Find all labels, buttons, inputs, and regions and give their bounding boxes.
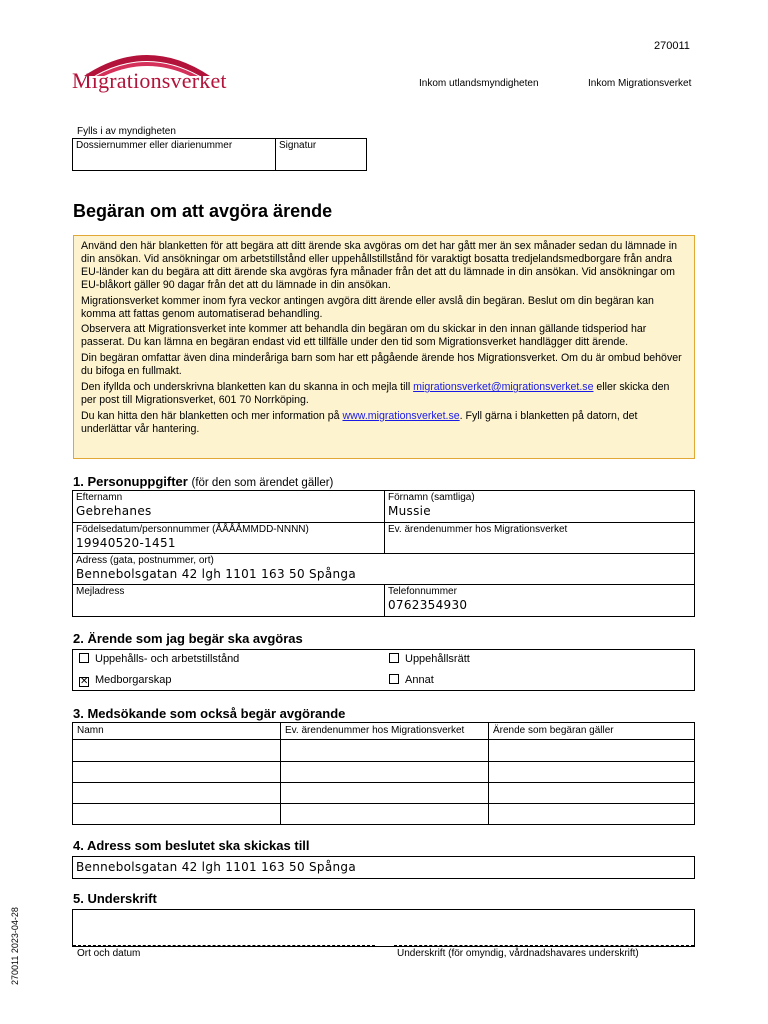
column-header: Ärende som begäran gäller — [493, 725, 614, 736]
info-paragraph-4: Din begäran omfattar även dina minderåriga barn som har ett pågående ärende hos Migrationsverket. Om du är ombud behöver du bifoga en fullmakt. — [81, 352, 682, 378]
section-2-heading: 2. Ärende som jag begär ska avgöras — [73, 631, 303, 646]
signature-field[interactable] — [276, 139, 366, 170]
table-row[interactable] — [73, 761, 694, 762]
beslut-adress-value: Bennebolsgatan 42 lgh 1101 163 50 Spånga — [76, 860, 356, 874]
inkom-migrationsverket: Inkom Migrationsverket — [588, 78, 692, 89]
info-paragraph-2: Migrationsverket kommer inom fyra veckor antingen avgöra ditt ärende eller avslå din begäran. Beslut om din begäran kan komma att fattas genom automatiserad behandling. — [81, 294, 654, 320]
checkbox-icon[interactable] — [79, 677, 89, 687]
section-5-heading: 5. Underskrift — [73, 891, 157, 906]
adress-field[interactable]: Adress (gata, postnummer, ort) Bennebolsgatan 42 lgh 1101 163 50 Spånga — [73, 554, 694, 585]
info-paragraph-5: Den ifyllda och underskrivna blanketten kan du skanna in och mejla till migrationsverket@migrationsverket.se eller skicka den per post till Migrationsverket, 601 70 Norrköping. — [81, 381, 670, 406]
fornamn-value: Mussie — [388, 504, 431, 518]
telefon-value: 0762354930 — [388, 598, 468, 612]
medsokande-table — [72, 722, 695, 825]
email-link[interactable]: migrationsverket@migrationsverket.se — [413, 381, 594, 394]
table-row[interactable] — [73, 803, 694, 804]
page-title: Begäran om att avgöra ärende — [73, 201, 333, 221]
underskrift-box[interactable] — [72, 909, 695, 947]
column-header: Namn — [77, 725, 104, 736]
fornamn-field[interactable]: Förnamn (samtliga) Mussie — [385, 491, 694, 523]
column-header: Ev. ärendenummer hos Migrationsverket — [285, 725, 465, 736]
underskrift-label: Underskrift (för omyndig, vårdnadshavares underskrift) — [397, 948, 639, 959]
table-row[interactable] — [73, 782, 694, 783]
form-number: 270011 — [654, 40, 690, 52]
arendenummer-field[interactable]: Ev. ärendenummer hos Migrationsverket — [385, 523, 694, 554]
info-box — [73, 235, 695, 459]
fodelsedatum-value: 19940520-1451 — [76, 536, 176, 550]
checkbox-icon[interactable] — [389, 653, 399, 663]
checkbox-icon[interactable] — [79, 653, 89, 663]
vertical-form-id: 270011 2023-04-28 — [10, 907, 20, 985]
personal-info-table — [72, 490, 695, 617]
section-1-heading: 1. Personuppgifter (för den som ärendet gäller) — [73, 474, 334, 489]
mejladress-field[interactable]: Mejladress — [73, 585, 385, 616]
option-uppehalls-arbetstillstand[interactable]: Uppehålls- och arbetstillstånd — [79, 653, 239, 665]
telefon-field[interactable]: Telefonnummer 0762354930 — [385, 585, 694, 616]
signature-label: Signatur — [279, 140, 317, 151]
efternamn-value: Gebrehanes — [76, 504, 152, 518]
section-4-heading: 4. Adress som beslutet ska skickas till — [73, 838, 310, 853]
info-paragraph-6: Du kan hitta den här blanketten och mer information på www.migrationsverket.se. Fyll gärna i blanketten på datorn, det underlättar vår hantering. — [81, 409, 638, 435]
option-uppehallsratt[interactable]: Uppehållsrätt — [389, 653, 470, 665]
authority-box — [72, 138, 367, 171]
section-3-heading: 3. Medsökande som också begär avgörande — [73, 706, 346, 721]
fodelsedatum-field[interactable]: Födelsedatum/personnummer (ÅÅÅÅMMDD-NNNN) 19940520-1451 — [73, 523, 385, 554]
adress-value: Bennebolsgatan 42 lgh 1101 163 50 Spånga — [76, 567, 356, 581]
beslut-adress-field[interactable] — [72, 856, 695, 879]
option-medborgarskap[interactable]: ✕ Medborgarskap — [80, 674, 172, 687]
info-paragraph-3: Observera att Migrationsverket inte kommer att behandla din begäran om du skickar in den innan gällande tidsperiod har passerat. Du kan lämna en begäran endast vid ett tillfälle under den tid som Migrationsverket handlägger ditt ärende. — [81, 323, 647, 349]
option-annat[interactable]: Annat — [389, 674, 434, 686]
checkbox-icon[interactable] — [389, 674, 399, 684]
arende-options-box — [72, 649, 695, 691]
info-paragraph-1: Använd den här blanketten för att begära att ditt ärende ska avgöras om det har gått mer än sex månader sedan du lämnade in din ansökan. Vid ansökningar om arbetstillstånd eller uppehållstillstånd för varaktigt bosatta tredjelandsmedborgare från andra EU-länder kan du begära att ditt ärende ska avgöras fyra månader från det att du lämnade in din ansökan. Vid ansökningar om EU-blåkort gäller 90 dagar från det att du lämnade in din ansökan. — [81, 240, 677, 291]
logo-text: Migrationsverket — [72, 68, 227, 93]
dossier-label: Dossiernummer eller diarienummer — [76, 140, 233, 151]
efternamn-field[interactable]: Efternamn Gebrehanes — [73, 491, 385, 523]
inkom-utlandsmyndigheten: Inkom utlandsmyndigheten — [419, 78, 539, 89]
check-mark: ✕ — [80, 676, 89, 687]
underskrift-line — [394, 945, 694, 946]
ort-datum-line — [73, 945, 375, 946]
authority-caption: Fylls i av myndigheten — [77, 126, 176, 137]
ort-datum-label: Ort och datum — [77, 948, 141, 959]
website-link[interactable]: www.migrationsverket.se — [342, 409, 460, 422]
